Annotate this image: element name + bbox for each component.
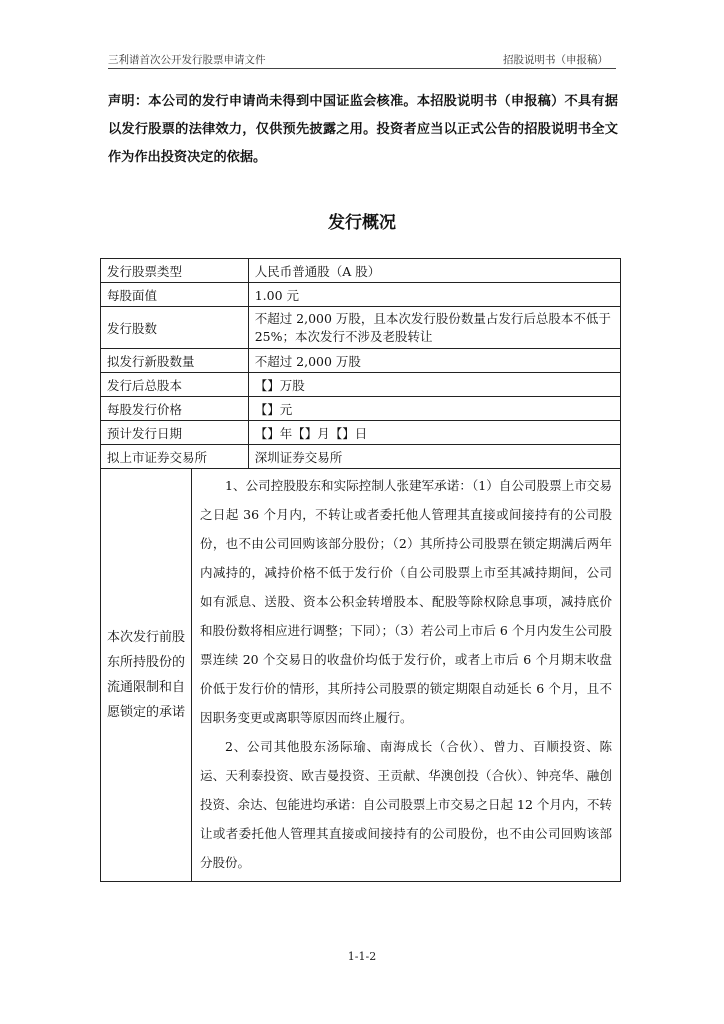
table-row <box>101 283 621 307</box>
row-value: 深圳证券交易所 <box>248 445 620 469</box>
commitment-label: 本次发行前股东所持股份的流通限制和自愿锁定的承诺 <box>101 469 192 882</box>
table-row <box>101 445 621 469</box>
page-number: 1-1-2 <box>347 950 377 963</box>
row-label: 发行后总股本 <box>101 373 249 397</box>
header-document-type: 招股说明书（申报稿） <box>503 54 608 66</box>
page-header <box>108 50 616 69</box>
section-title: 发行概况 <box>328 213 396 233</box>
header-document-title: 三利谱首次公开发行股票申请文件 <box>108 54 266 66</box>
row-label: 每股面值 <box>101 283 249 307</box>
offering-summary-table <box>100 258 621 882</box>
table-row <box>101 349 621 373</box>
row-label: 预计发行日期 <box>101 421 249 445</box>
table-row <box>101 421 621 445</box>
table-row <box>101 259 621 283</box>
row-value: 1.00 元 <box>248 283 620 307</box>
row-value: 【】万股 <box>248 373 620 397</box>
commitment-paragraph-1: 1、公司控股股东和实际控制人张建军承诺：（1）自公司股票上市交易之日起 36 个月内，不转让或者委托他人管理其直接或间接持有的公司股份，也不由公司回购该部分股份；（2）其所持公司股票在锁定期满后两年内减持的，减持价格不低于发行价（自公司股票上市至其减持期间，公司如有派息、送股、资本公积金转增股本、配股等除权除息事项，减持底价和股份数将相应进行调整；下同）；（3）若公司上市后 6 个月内发生公司股票连续 20 个交易日的收盘价均低于发行价，或者上市后 6 个月期末收盘价低于发行价的情形，其所持公司股票的锁定期限自动延长 6 个月，且不因职务变更或离职等原因而终止履行。 <box>200 478 612 725</box>
row-value: 不超过 2,000 万股，且本次发行股份数量占发行后总股本不低于 25%；本次发行不涉及老股转让 <box>248 307 620 349</box>
row-label: 发行股票类型 <box>101 259 249 283</box>
row-label: 拟上市证券交易所 <box>101 445 249 469</box>
commitment-row <box>101 469 621 882</box>
row-value: 【】年【】月【】日 <box>248 421 620 445</box>
row-label: 每股发行价格 <box>101 397 249 421</box>
commitment-paragraph-2: 2、公司其他股东汤际瑜、南海成长（合伙）、曾力、百顺投资、陈运、天利泰投资、欧吉曼投资、王贡献、华澳创投（合伙）、钟亮华、融创投资、余达、包能进均承诺：自公司股票上市交易之日起 12 个月内，不转让或者委托他人管理其直接或间接持有的公司股份，也不由公司回购该部分股份。 <box>200 739 612 870</box>
declaration-text: 声明：本公司的发行申请尚未得到中国证监会核准。本招股说明书（申报稿）不具有据以发行股票的法律效力，仅供预先披露之用。投资者应当以正式公告的招股说明书全文作为作出投资决定的依据。 <box>108 94 618 165</box>
table-row <box>101 307 621 349</box>
table-row <box>101 397 621 421</box>
row-value: 人民币普通股（A 股） <box>248 259 620 283</box>
row-value: 不超过 2,000 万股 <box>248 349 620 373</box>
row-label: 发行股数 <box>101 307 249 349</box>
row-value: 【】元 <box>248 397 620 421</box>
commitment-body <box>192 469 621 882</box>
row-label: 拟发行新股数量 <box>101 349 249 373</box>
table-row <box>101 373 621 397</box>
